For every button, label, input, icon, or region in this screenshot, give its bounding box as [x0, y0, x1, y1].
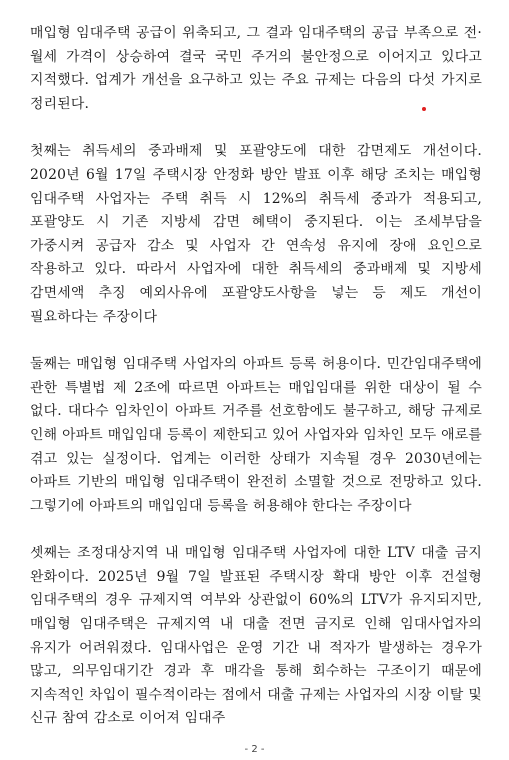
paragraph-gap — [30, 329, 482, 353]
paragraph-gap — [30, 116, 482, 140]
paragraph-third-item: 셋째는 조정대상지역 내 매입형 임대주택 사업자에 대한 LTV 대출 금지 완화이다. 2025년 9월 7일 발표된 주택시장 확대 방안 이후 건설형 임대주택의 경우 규제지역 여부와 상관없이 60%의 LTV가 유지되지만, 매입형 임대주택은 규제지역 내 대출 전면 금지로 인해 임대사업자의 유지가 어려워졌다. 임대사업은 운영 기간 내 적자가 발생하는 경우가 많고, 의무임대기간 경과 후 매각을 통해 회수하는 구조이기 때문에 지속적인 차입이 필수적이라는 점에서 대출 규제는 사업자의 시장 이탈 및 신규 참여 감소로 이어져 임대주 — [30, 545, 482, 727]
paragraph-gap — [30, 518, 482, 542]
paragraph-second-item: 둘째는 매입형 임대주택 사업자의 아파트 등록 허용이다. 민간임대주택에 관한 특별법 제 2조에 따르면 아파트는 매입임대를 위한 대상이 될 수 없다. 대다수 임차인이 아파트 거주를 선호함에도 불구하고, 해당 규제로 인해 아파트 매입임대 등록이 제한되고 있어 사업자와 임차인 모두 애로를 겪고 있는 실정이다. 업계는 이러한 상태가 지속될 경우 2030년에는 아파트 기반의 매입형 임대주택이 완전히 소멸할 것으로 전망하고 있다. 그렇기에 아파트의 매입임대 등록을 허용해야 한다는 주장이다 — [30, 356, 482, 514]
page-number: - 2 - — [244, 744, 265, 755]
document-body — [30, 22, 482, 731]
paragraph-intro: 매입형 임대주택 공급이 위축되고, 그 결과 임대주택의 공급 부족으로 전·월세 가격이 상승하여 결국 국민 주거의 불안정으로 이어지고 있다고 지적했다. 업계가 개선을 요구하고 있는 주요 규제는 다음의 다섯 가지로 정리된다. — [30, 25, 482, 112]
red-dot-mark — [422, 107, 426, 111]
paragraph-first-item: 첫째는 취득세의 중과배제 및 포괄양도에 대한 감면제도 개선이다. 2020년 6월 17일 주택시장 안정화 방안 발표 이후 해당 조치는 매입형 임대주택 사업자는 주택 취득 시 12%의 취득세 중과가 적용되고, 포괄양도 시 기존 지방세 감면 혜택이 중지된다. 이는 조세부담을 가중시켜 공급자 감소 및 사업자 간 연속성 유지에 장애 요인으로 작용하고 있다. 따라서 사업자에 대한 취득세의 중과배제 및 지방세 감면세액 추징 예외사유에 포괄양도사항을 넣는 등 제도 개선이 필요하다는 주장이다 — [30, 143, 482, 325]
